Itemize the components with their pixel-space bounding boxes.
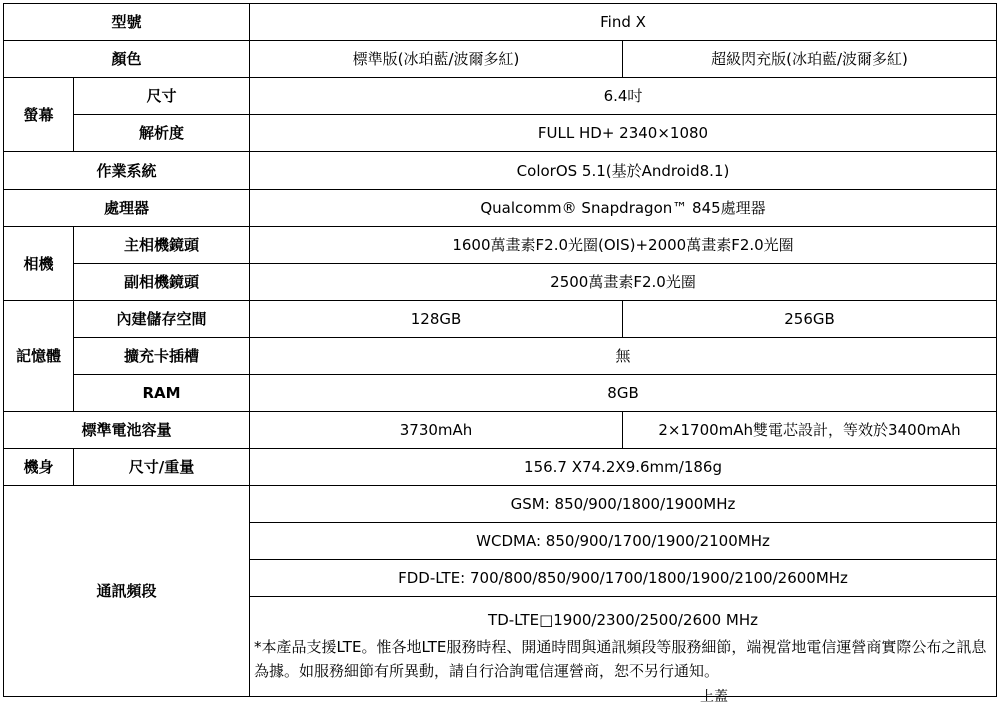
cut-off-text-fragment: 上蓋: [700, 689, 728, 705]
value-body: 156.7 X74.2X9.6mm/186g: [250, 449, 997, 486]
network-footnote: *本產品支援LTE。惟各地LTE服務時程、開通時間與通訊頻段等服務細節，端視當地電信運營商實際公布之訊息為據。如服務細節有所異動，請自行洽詢電信運營商，恕不另行通知。: [254, 637, 987, 680]
label-os: 作業系統: [4, 152, 250, 190]
label-screen-size: 尺寸: [74, 78, 250, 115]
label-cpu: 處理器: [4, 190, 250, 227]
row-battery: [4, 412, 997, 449]
row-color: [4, 41, 997, 78]
value-resolution: FULL HD+ 2340×1080: [250, 115, 997, 152]
label-main-camera: 主相機鏡頭: [74, 227, 250, 264]
row-card-slot: [4, 338, 997, 375]
label-front-camera: 副相機鏡頭: [74, 264, 250, 301]
value-os: ColorOS 5.1(基於Android8.1): [250, 152, 997, 190]
row-resolution: [4, 115, 997, 152]
value-screen-size: 6.4吋: [250, 78, 997, 115]
value-model: Find X: [250, 4, 997, 41]
label-storage: 內建儲存空間: [74, 301, 250, 338]
label-card-slot: 擴充卡插槽: [74, 338, 250, 375]
label-color: 顏色: [4, 41, 250, 78]
group-body: 機身: [4, 449, 74, 486]
value-storage-standard: 128GB: [250, 301, 623, 338]
value-ram: 8GB: [250, 375, 997, 412]
value-color-standard: 標準版(冰珀藍/波爾多紅): [250, 41, 623, 78]
value-battery-standard: 3730mAh: [250, 412, 623, 449]
label-ram: RAM: [74, 375, 250, 412]
value-cpu: Qualcomm® Snapdragon™ 845處理器: [250, 190, 997, 227]
value-color-super: 超級閃充版(冰珀藍/波爾多紅): [623, 41, 997, 78]
row-os: [4, 152, 997, 190]
value-fdd-lte: FDD-LTE: 700/800/850/900/1700/1800/1900/2100/2600MHz: [250, 560, 997, 597]
row-ram: [4, 375, 997, 412]
value-gsm: GSM: 850/900/1800/1900MHz: [250, 486, 997, 523]
value-storage-super: 256GB: [623, 301, 997, 338]
value-main-camera: 1600萬畫素F2.0光圈(OIS)+2000萬畫素F2.0光圈: [250, 227, 997, 264]
row-cpu: [4, 190, 997, 227]
value-front-camera: 2500萬畫素F2.0光圈: [250, 264, 997, 301]
network-note-cell: [250, 597, 997, 697]
value-wcdma: WCDMA: 850/900/1700/1900/2100MHz: [250, 523, 997, 560]
group-screen: 螢幕: [4, 78, 74, 152]
row-front-camera: [4, 264, 997, 301]
row-body: [4, 449, 997, 486]
value-card-slot: 無: [250, 338, 997, 375]
label-resolution: 解析度: [74, 115, 250, 152]
label-body: 尺寸/重量: [74, 449, 250, 486]
value-td-lte: TD-LTE□1900/2300/2500/2600 MHz: [488, 610, 758, 629]
group-memory: 記憶體: [4, 301, 74, 412]
label-network: 通訊頻段: [4, 486, 250, 697]
value-battery-super: 2×1700mAh雙電芯設計，等效於3400mAh: [623, 412, 997, 449]
row-model: [4, 4, 997, 41]
label-model: 型號: [4, 4, 250, 41]
row-screen-size: [4, 78, 997, 115]
label-battery: 標準電池容量: [4, 412, 250, 449]
row-main-camera: [4, 227, 997, 264]
spec-table: [3, 3, 997, 697]
row-gsm: [4, 486, 997, 523]
row-storage: [4, 301, 997, 338]
group-camera: 相機: [4, 227, 74, 301]
